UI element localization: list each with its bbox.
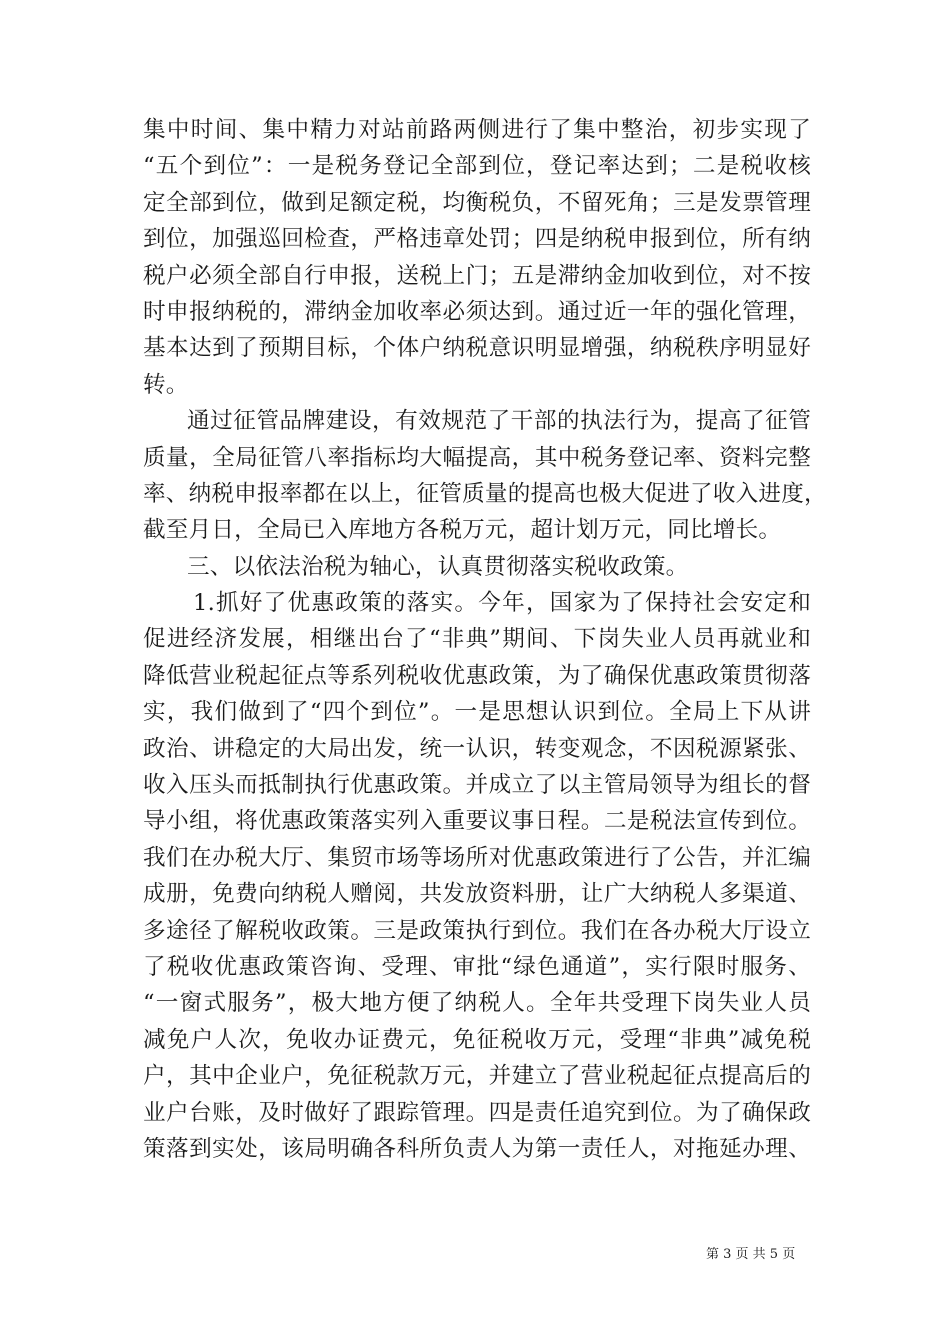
text-line: 税户必须全部自行申报，送税上门；五是滞纳金加收到位，对不按 <box>143 262 811 289</box>
text-line: 业户台账，及时做好了跟踪管理。四是责任追究到位。为了确保政 <box>143 1099 811 1126</box>
text-line: 导小组，将优惠政策落实列入重要议事日程。二是税法宣传到位。 <box>143 808 811 835</box>
text-line: 截至月日，全局已入库地方各税万元，超计划万元，同比增长。 <box>143 517 782 544</box>
paragraph-first-line: 1.抓好了优惠政策的落实。今年，国家为了保持社会安定和 <box>193 590 811 617</box>
text-line: 实，我们做到了“四个到位”。一是思想认识到位。全局上下从讲 <box>143 699 811 726</box>
text-line: 定全部到位，做到足额定税，均衡税负，不留死角；三是发票管理 <box>143 189 811 216</box>
text-line: 政治、讲稳定的大局出发，统一认识，转变观念，不因税源紧张、 <box>143 735 811 762</box>
text-line: 户，其中企业户，免征税款万元，并建立了营业税起征点提高后的 <box>143 1063 811 1090</box>
text-line: 到位，加强巡回检查，严格违章处罚；四是纳税申报到位，所有纳 <box>143 226 811 253</box>
text-line: 质量，全局征管八率指标均大幅提高，其中税务登记率、资料完整 <box>143 444 811 471</box>
paragraph-first-line: 通过征管品牌建设，有效规范了干部的执法行为，提高了征管 <box>187 408 811 435</box>
text-line: 降低营业税起征点等系列税收优惠政策，为了确保优惠政策贯彻落 <box>143 662 811 689</box>
section-heading: 三、以依法治税为轴心，认真贯彻落实税收政策。 <box>187 553 689 580</box>
text-line: 收入压头而抵制执行优惠政策。并成立了以主管局领导为组长的督 <box>143 772 811 799</box>
text-line: 策落到实处，该局明确各科所负责人为第一责任人，对拖延办理、 <box>143 1135 811 1162</box>
text-line: “五个到位”：一是税务登记全部到位，登记率达到；二是税收核 <box>143 153 811 180</box>
text-line: 转。 <box>143 371 189 398</box>
text-line: 促进经济发展，相继出台了“非典”期间、下岗失业人员再就业和 <box>143 626 811 653</box>
text-line: 率、纳税申报率都在以上，征管质量的提高也极大促进了收入进度， <box>143 480 827 507</box>
text-line: 成册，免费向纳税人赠阅，共发放资料册，让广大纳税人多渠道、 <box>143 881 811 908</box>
text-line: 集中时间、集中精力对站前路两侧进行了集中整治，初步实现了 <box>143 117 811 143</box>
text-line: 了税收优惠政策咨询、受理、审批“绿色通道”，实行限时服务、 <box>143 953 811 980</box>
text-line: 基本达到了预期目标，个体户纳税意识明显增强，纳税秩序明显好 <box>143 335 811 362</box>
text-line: 我们在办税大厅、集贸市场等场所对优惠政策进行了公告，并汇编 <box>143 844 811 871</box>
text-line: 减免户人次，免收办证费元，免征税收万元，受理“非典”减免税 <box>143 1026 811 1053</box>
text-line: 多途径了解税收政策。三是政策执行到位。我们在各办税大厅设立 <box>143 917 811 944</box>
page-number: 第 3 页 共 5 页 <box>706 1247 796 1262</box>
document-body <box>143 112 827 1167</box>
text-line: 时申报纳税的，滞纳金加收率必须达到。通过近一年的强化管理， <box>143 298 811 325</box>
text-line: “一窗式服务”，极大地方便了纳税人。全年共受理下岗失业人员 <box>143 990 811 1017</box>
